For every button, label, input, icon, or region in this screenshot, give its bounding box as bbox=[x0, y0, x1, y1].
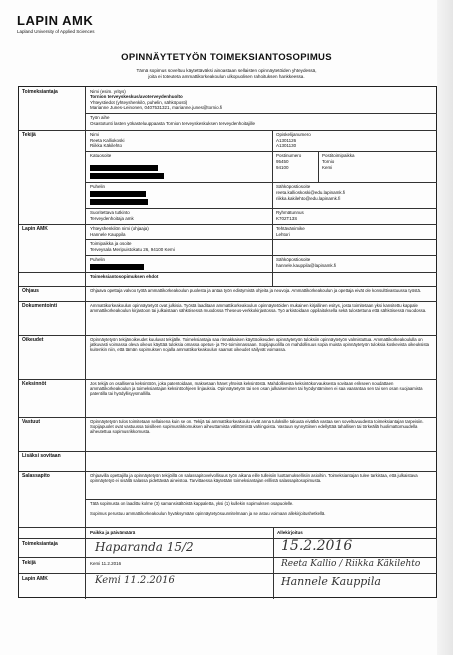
logo-subtitle: Lapland University of Applied Sciences bbox=[17, 29, 95, 34]
term-text: Jos tekijä on osallisena keksintöön, joka patentoidaan, maksetaan hänet yhteisä keksintöstä. Mahdollisesta keksintökorvauksesta sovitaan erikseen noudattaen ammattikorkeakoulun ja toimeksiantajan keksintöohjeen linjauksia. Opinnäytetyön tai sen osan julkaiseminen tai hyödyntäminen ei saa vaarantaa sen tai sen osan suojaamista patentilla tai hyödyllisyysmallilla. bbox=[90, 381, 423, 397]
tekija-name: Riikka Käkilehto bbox=[90, 143, 123, 148]
tekija-name-label: Nimi bbox=[90, 132, 99, 137]
handwritten-signature: Hannele Kauppila bbox=[281, 575, 381, 588]
term-label: Oikeudet bbox=[22, 337, 44, 343]
section-divider bbox=[19, 379, 438, 380]
signature-col-sign: Allekirjoitus bbox=[277, 530, 303, 535]
signature-col-place: Paikka ja päivämäärä bbox=[90, 530, 136, 535]
city: Kemi bbox=[322, 164, 333, 170]
row-divider bbox=[85, 239, 438, 240]
section-divider bbox=[19, 451, 438, 452]
toimeksiantaja-line: Marianne Junes-Leinonen, 0407531321, marianne.junes@tornio.fi bbox=[90, 105, 223, 110]
address-label: Katuosoite bbox=[90, 153, 112, 158]
amk-email: hannele.kauppila@lapinamk.fi bbox=[276, 263, 337, 268]
toimeksiantaja-label: Toimeksiantaja bbox=[22, 89, 58, 95]
term-text: Opinnäytetyön tulos toimitetaan sellaisena kuin se on. Tekijä tai ammattikorkeakoulu eivät anna tuloksille takuuta eivätkä vastaa sen soveltuvuudesta toimeksiantajan tarpeisiin. Sopijapuolet ovat vastuussa toisilleen sopimusrikkomuksen aiheuttamista välittömistä vahingoista. Vastuun synnyttiinen edellyttää tahallisen tai törkeällä huolimattomuudella aiheutettua sopimusrikkomusta. bbox=[90, 419, 424, 435]
document-title: OPINNÄYTETYÖN TOIMEKSIANTOSOPIMUS bbox=[121, 52, 332, 63]
scan-edge-shadow bbox=[437, 0, 453, 655]
term-text: Ohjaava opettaja valvoo työtä ammattikorkeakoulun puolesta ja antaa työn edistymistä ohjeita ja neuvoja. Ammattikorkeakoulun ja opettaja eivät ole konsulttivastuussa työstä. bbox=[90, 288, 422, 293]
section-divider bbox=[19, 286, 438, 287]
tekija-label: Tekijä bbox=[22, 132, 36, 138]
group-label: Ryhmätunnus bbox=[276, 210, 304, 215]
toimeksiantaja-line: Nimi (esim. yritys) bbox=[90, 89, 126, 94]
term-text: Ohjaavilla opettajilla ja opinnäytetyön tekijöillä on salassapitovelvollisuus työn aikana eille tulleisiin luottamuksellisiin asioihin. Toimeksiantajan tulee tarkistaa, että julkaistava opinnäytetyö ei sisällä salassa pidettävää aineistoa. Tarvittaessa käytetään toimeksiantajan erillistä salassapitosopimusta. bbox=[90, 473, 418, 484]
group: K702T13S bbox=[276, 216, 298, 221]
closing-line: Tätä sopimusta on laadittu kolme (3) samansisältöistä kappaletta, yksi (1) kullekin sopimuksen osapuolelle. bbox=[90, 501, 294, 506]
email: reeta.kallioskoski@edu.lapinamk.fi bbox=[276, 190, 346, 195]
intro-line: Tämä sopimus soveltuu käytettäväksi ainoastaan sellaisten opinnäytetöiden yhteydessä, bbox=[136, 68, 317, 73]
row-divider bbox=[85, 182, 438, 183]
row-divider bbox=[85, 255, 438, 256]
section-divider bbox=[19, 224, 438, 225]
tyon-aihe-label: Työn aihe bbox=[90, 115, 110, 120]
section-divider bbox=[19, 130, 438, 131]
student-number: A1301130 bbox=[276, 143, 297, 148]
terms-heading: Toimeksiantosopimuksen ehdot bbox=[90, 274, 159, 279]
label-column-divider bbox=[85, 87, 86, 599]
section-divider bbox=[19, 335, 438, 336]
office-label: Toimipaikka ja osoite bbox=[90, 241, 132, 246]
term-label: Ohjaus bbox=[22, 288, 39, 294]
handwritten-place-date: Kemi 11.2.2016 bbox=[95, 575, 175, 586]
term-label: Vastuut bbox=[22, 419, 41, 425]
column-divider bbox=[318, 151, 319, 182]
row-divider bbox=[85, 499, 438, 500]
intro-text bbox=[60, 68, 393, 80]
section-divider bbox=[19, 272, 438, 273]
city-label: Postitoimipaikka bbox=[322, 153, 355, 158]
tekija-name: Reeta Kalliokoski bbox=[90, 137, 125, 143]
email-label: Sähköpostiosoite bbox=[276, 184, 311, 189]
redaction-bar bbox=[90, 199, 148, 205]
amk-phone-label: Puhelin bbox=[90, 257, 106, 262]
section-divider bbox=[19, 471, 438, 472]
contract-table bbox=[18, 86, 437, 598]
email: riikka.kakilehto@edu.lapinamk.fi bbox=[276, 195, 341, 201]
row-divider bbox=[85, 113, 438, 114]
term-label: Keksinnöt bbox=[22, 381, 47, 387]
handwritten-signature: Reeta Kallio / Riikka Käkilehto bbox=[281, 559, 421, 569]
postal-code: 95450 bbox=[276, 159, 289, 164]
office: Terveysala Meripuistokatu 26, 94100 Kemi bbox=[90, 247, 175, 252]
toimeksiantaja-line: Tornion terveyskeskus/avoterveydenhuolto bbox=[90, 94, 183, 99]
section-divider bbox=[19, 301, 438, 302]
handwritten-date: 15.2.2016 bbox=[281, 538, 353, 554]
section-divider bbox=[19, 417, 438, 418]
row-divider bbox=[85, 208, 438, 209]
redaction-bar bbox=[90, 173, 164, 179]
student-number: A1301126 bbox=[276, 137, 297, 143]
tyon-aihe-value: Osastotunti lasten yökasteluuppaasta Tornion terveyskeskuksen terveydenhoitajille bbox=[90, 121, 256, 126]
section-divider bbox=[19, 557, 438, 558]
signature-row-label: Toimeksiantaja bbox=[22, 541, 58, 547]
intro-line: joita ei toteuteta ammattikorkeakoulun ulkopuolisen rahoituksen hankkeessa. bbox=[148, 74, 305, 79]
section-divider bbox=[19, 527, 438, 528]
title-label: Tehtävänimike bbox=[276, 226, 305, 231]
postal-code: 94100 bbox=[276, 164, 289, 170]
column-divider bbox=[272, 130, 273, 232]
lapin-amk-logo bbox=[17, 13, 95, 34]
degree-label: Suoritettava tutkinto bbox=[90, 210, 130, 215]
student-number-label: Opiskelijanumero bbox=[276, 132, 311, 137]
lapin-amk-label: Lapin AMK bbox=[22, 226, 48, 232]
job-title: Lehtori bbox=[276, 232, 290, 237]
handwritten-place-date: Haparanda 15/2 bbox=[95, 540, 194, 554]
term-text: Opinnäytetyön tekijänoikeudet kuuluvat tekijälle. Toimeksiantaja saa rinnakkaisen käyttöoikeuden opinnäytetyön tuloksiin opinnäytetyön valmistuttua. Ammattikorkeakoululla on jatkuvasti voimassa oleva oikeus käyttää tuloksia omassa opetus- ja TKI-toiminnassaan. Sopijapuolilla on mahdollisuus sopia muista opinnäytetyön tuloksia koskevista oikeuksista kuitenkin niin, että tämän sopimuksen nojalla ammattikorkeakoulun saamat oikeudet säilyvät voimassa. bbox=[90, 337, 430, 353]
postal-code-label: Postinumero bbox=[276, 153, 302, 158]
signature-row-label: Tekijä bbox=[22, 560, 36, 566]
redaction-bar bbox=[90, 165, 158, 171]
logo-name: LAPIN AMK bbox=[17, 13, 94, 28]
amk-email-label: Sähköpostiosoite bbox=[276, 257, 311, 262]
term-text: Ammattikorkeakoulun opinnäytetyöt ovat julkisia. Työstä laaditaan ammattikorkeakoulun opinnäytetöiden mukainen kirjallinen esitys, josta toimitetaan yksi kansitettu kappale ammattikorkeakoulun kirjastoon tai julkaistaan sähköisessä muodossa Theseus-verkkokirjastossa. Työ arkistoidaan oppilaitoksella sekä tulostettuna että sähköisessä muodossa. bbox=[90, 303, 427, 314]
city: Tornio bbox=[322, 159, 335, 164]
signature-place: Kemi 11.2.2016 bbox=[90, 561, 122, 566]
supervisor: Hannele Kauppila bbox=[90, 232, 126, 237]
signature-row-label: Lapin AMK bbox=[22, 576, 48, 582]
term-label: Dokumentointi bbox=[22, 303, 57, 309]
redaction-bar bbox=[90, 264, 144, 270]
supervisor-label: Yhteyshenkilön nimi (ohjaaja) bbox=[90, 226, 149, 231]
phone-label: Puhelin bbox=[90, 184, 106, 189]
closing-line: Sopimus perustuu ammattikorkeakoulun hyväksymään opinnäytetyösuunnitelmaan ja se astuu voimaan allekirjoitushetkellä. bbox=[90, 511, 326, 516]
redaction-bar bbox=[90, 191, 146, 197]
term-label: Salassapito bbox=[22, 473, 50, 479]
section-divider bbox=[19, 538, 438, 539]
term-label: Lisäksi sovitaan bbox=[22, 453, 61, 459]
degree: Terveydenhoitaja amk bbox=[90, 216, 134, 221]
section-divider bbox=[19, 573, 438, 574]
toimeksiantaja-line: Yhteystiedot (yhteyshenkilö, puhelin, sähköposti) bbox=[90, 99, 188, 105]
row-divider bbox=[85, 151, 438, 152]
